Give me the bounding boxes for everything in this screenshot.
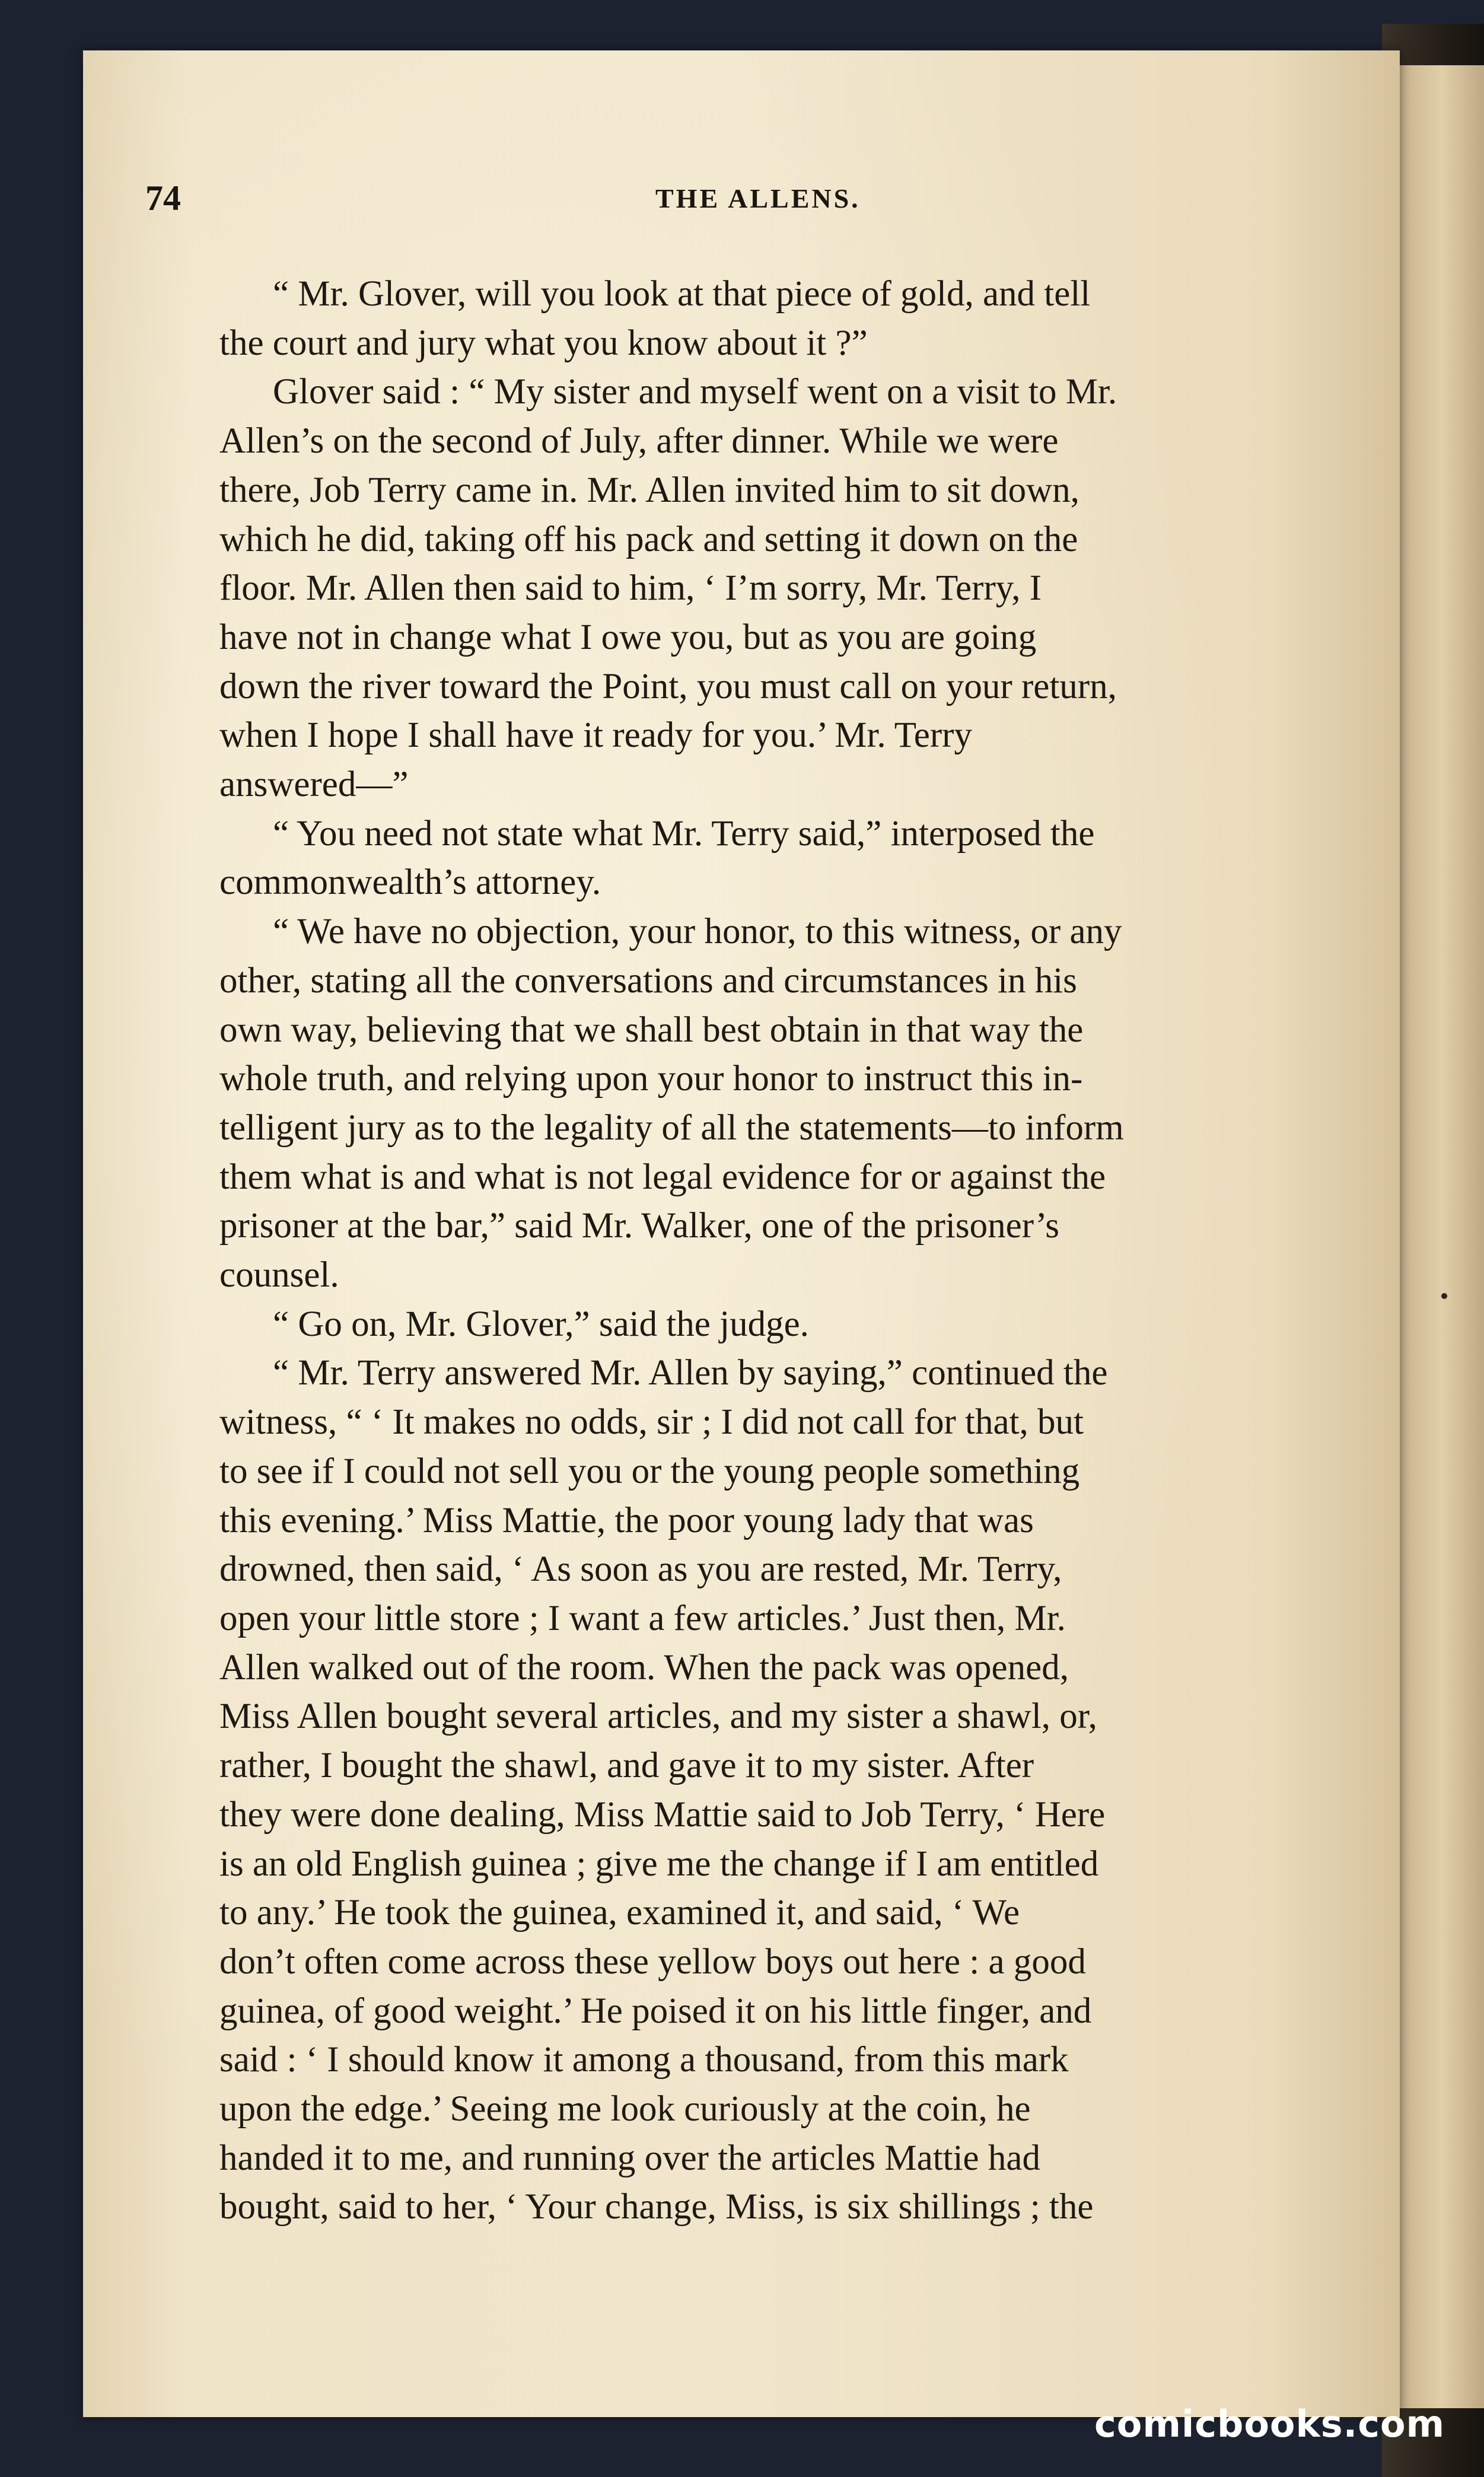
text-line: them what is and what is not legal evidence for or against the [219,1157,1106,1197]
text-line: the court and jury what you know about it ?” [219,323,868,363]
text-line: drowned, then said, ‘ As soon as you are rested, Mr. Terry, [219,1549,1062,1590]
text-line: answered—” [219,765,409,805]
text-line: witness, “ ‘ It makes no odds, sir ; I did not call for that, but [219,1402,1084,1443]
text-line: whole truth, and relying upon your honor to instruct this in- [219,1059,1083,1099]
text-line: they were done dealing, Miss Mattie said to Job Terry, ‘ Here [219,1794,1106,1835]
text-line: Glover said : “ My sister and myself went on a visit to Mr. [273,372,1117,412]
margin-mark [1441,1293,1447,1299]
text-line: which he did, taking off his pack and setting it down on the [219,519,1078,559]
text-line: handed it to me, and running over the articles Mattie had [219,2138,1040,2178]
text-line: to see if I could not sell you or the young people something [219,1451,1080,1491]
text-line: rather, I bought the shawl, and gave it to my sister. After [219,1746,1034,1786]
text-line: said : ‘ I should know it among a thousand, from this mark [219,2040,1069,2080]
text-line: Allen’s on the second of July, after dinner. While we were [219,421,1059,461]
text-line: “ Mr. Terry answered Mr. Allen by saying,” continued the [273,1353,1108,1393]
text-line: telligent jury as to the legality of all the statements—to inform [219,1107,1124,1148]
text-line: when I hope I shall have it ready for you.’ Mr. Terry [219,715,972,756]
body-text [219,270,1382,2232]
text-line: Allen walked out of the room. When the pack was opened, [219,1647,1069,1688]
text-line: to any.’ He took the guinea, examined it, and said, ‘ We [219,1893,1020,1933]
text-line: prisoner at the bar,” said Mr. Walker, one of the prisoner’s [219,1206,1059,1246]
text-line: there, Job Terry came in. Mr. Allen invited him to sit down, [219,470,1079,510]
text-line: this evening.’ Miss Mattie, the poor young lady that was [219,1500,1034,1540]
text-line: have not in change what I owe you, but as you are going [219,617,1037,657]
text-line: “ Go on, Mr. Glover,” said the judge. [273,1304,809,1344]
text-line: own way, believing that we shall best obtain in that way the [219,1010,1084,1050]
text-line: Miss Allen bought several articles, and my sister a shawl, or, [219,1696,1097,1737]
text-line: down the river toward the Point, you must call on your return, [219,666,1117,706]
text-line: open your little store ; I want a few articles.’ Just then, Mr. [219,1598,1066,1638]
running-title: THE ALLENS. [655,183,861,214]
watermark: comicbooks.com [1094,2402,1445,2446]
next-page-edge [1400,65,1484,2408]
text-line: floor. Mr. Allen then said to him, ‘ I’m sorry, Mr. Terry, I [219,568,1042,609]
running-head [145,178,1379,225]
text-line: other, stating all the conversations and circumstances in his [219,960,1077,1001]
text-line: “ We have no objection, your honor, to this witness, or any [273,912,1122,952]
page-number: 74 [145,179,181,218]
text-line: don’t often come across these yellow boys out here : a good [219,1941,1086,1982]
text-line: is an old English guinea ; give me the change if I am entitled [219,1844,1099,1884]
text-line: upon the edge.’ Seeing me look curiously at the coin, he [219,2089,1031,2129]
text-line: “ Mr. Glover, will you look at that piece of gold, and tell [273,274,1091,314]
text-line: bought, said to her, ‘ Your change, Miss, is six shillings ; the [219,2187,1094,2227]
text-line: counsel. [219,1255,339,1295]
text-line: “ You need not state what Mr. Terry said,” interposed the [273,813,1095,854]
text-line: guinea, of good weight.’ He poised it on his little finger, and [219,1991,1092,2031]
text-line: commonwealth’s attorney. [219,862,601,903]
